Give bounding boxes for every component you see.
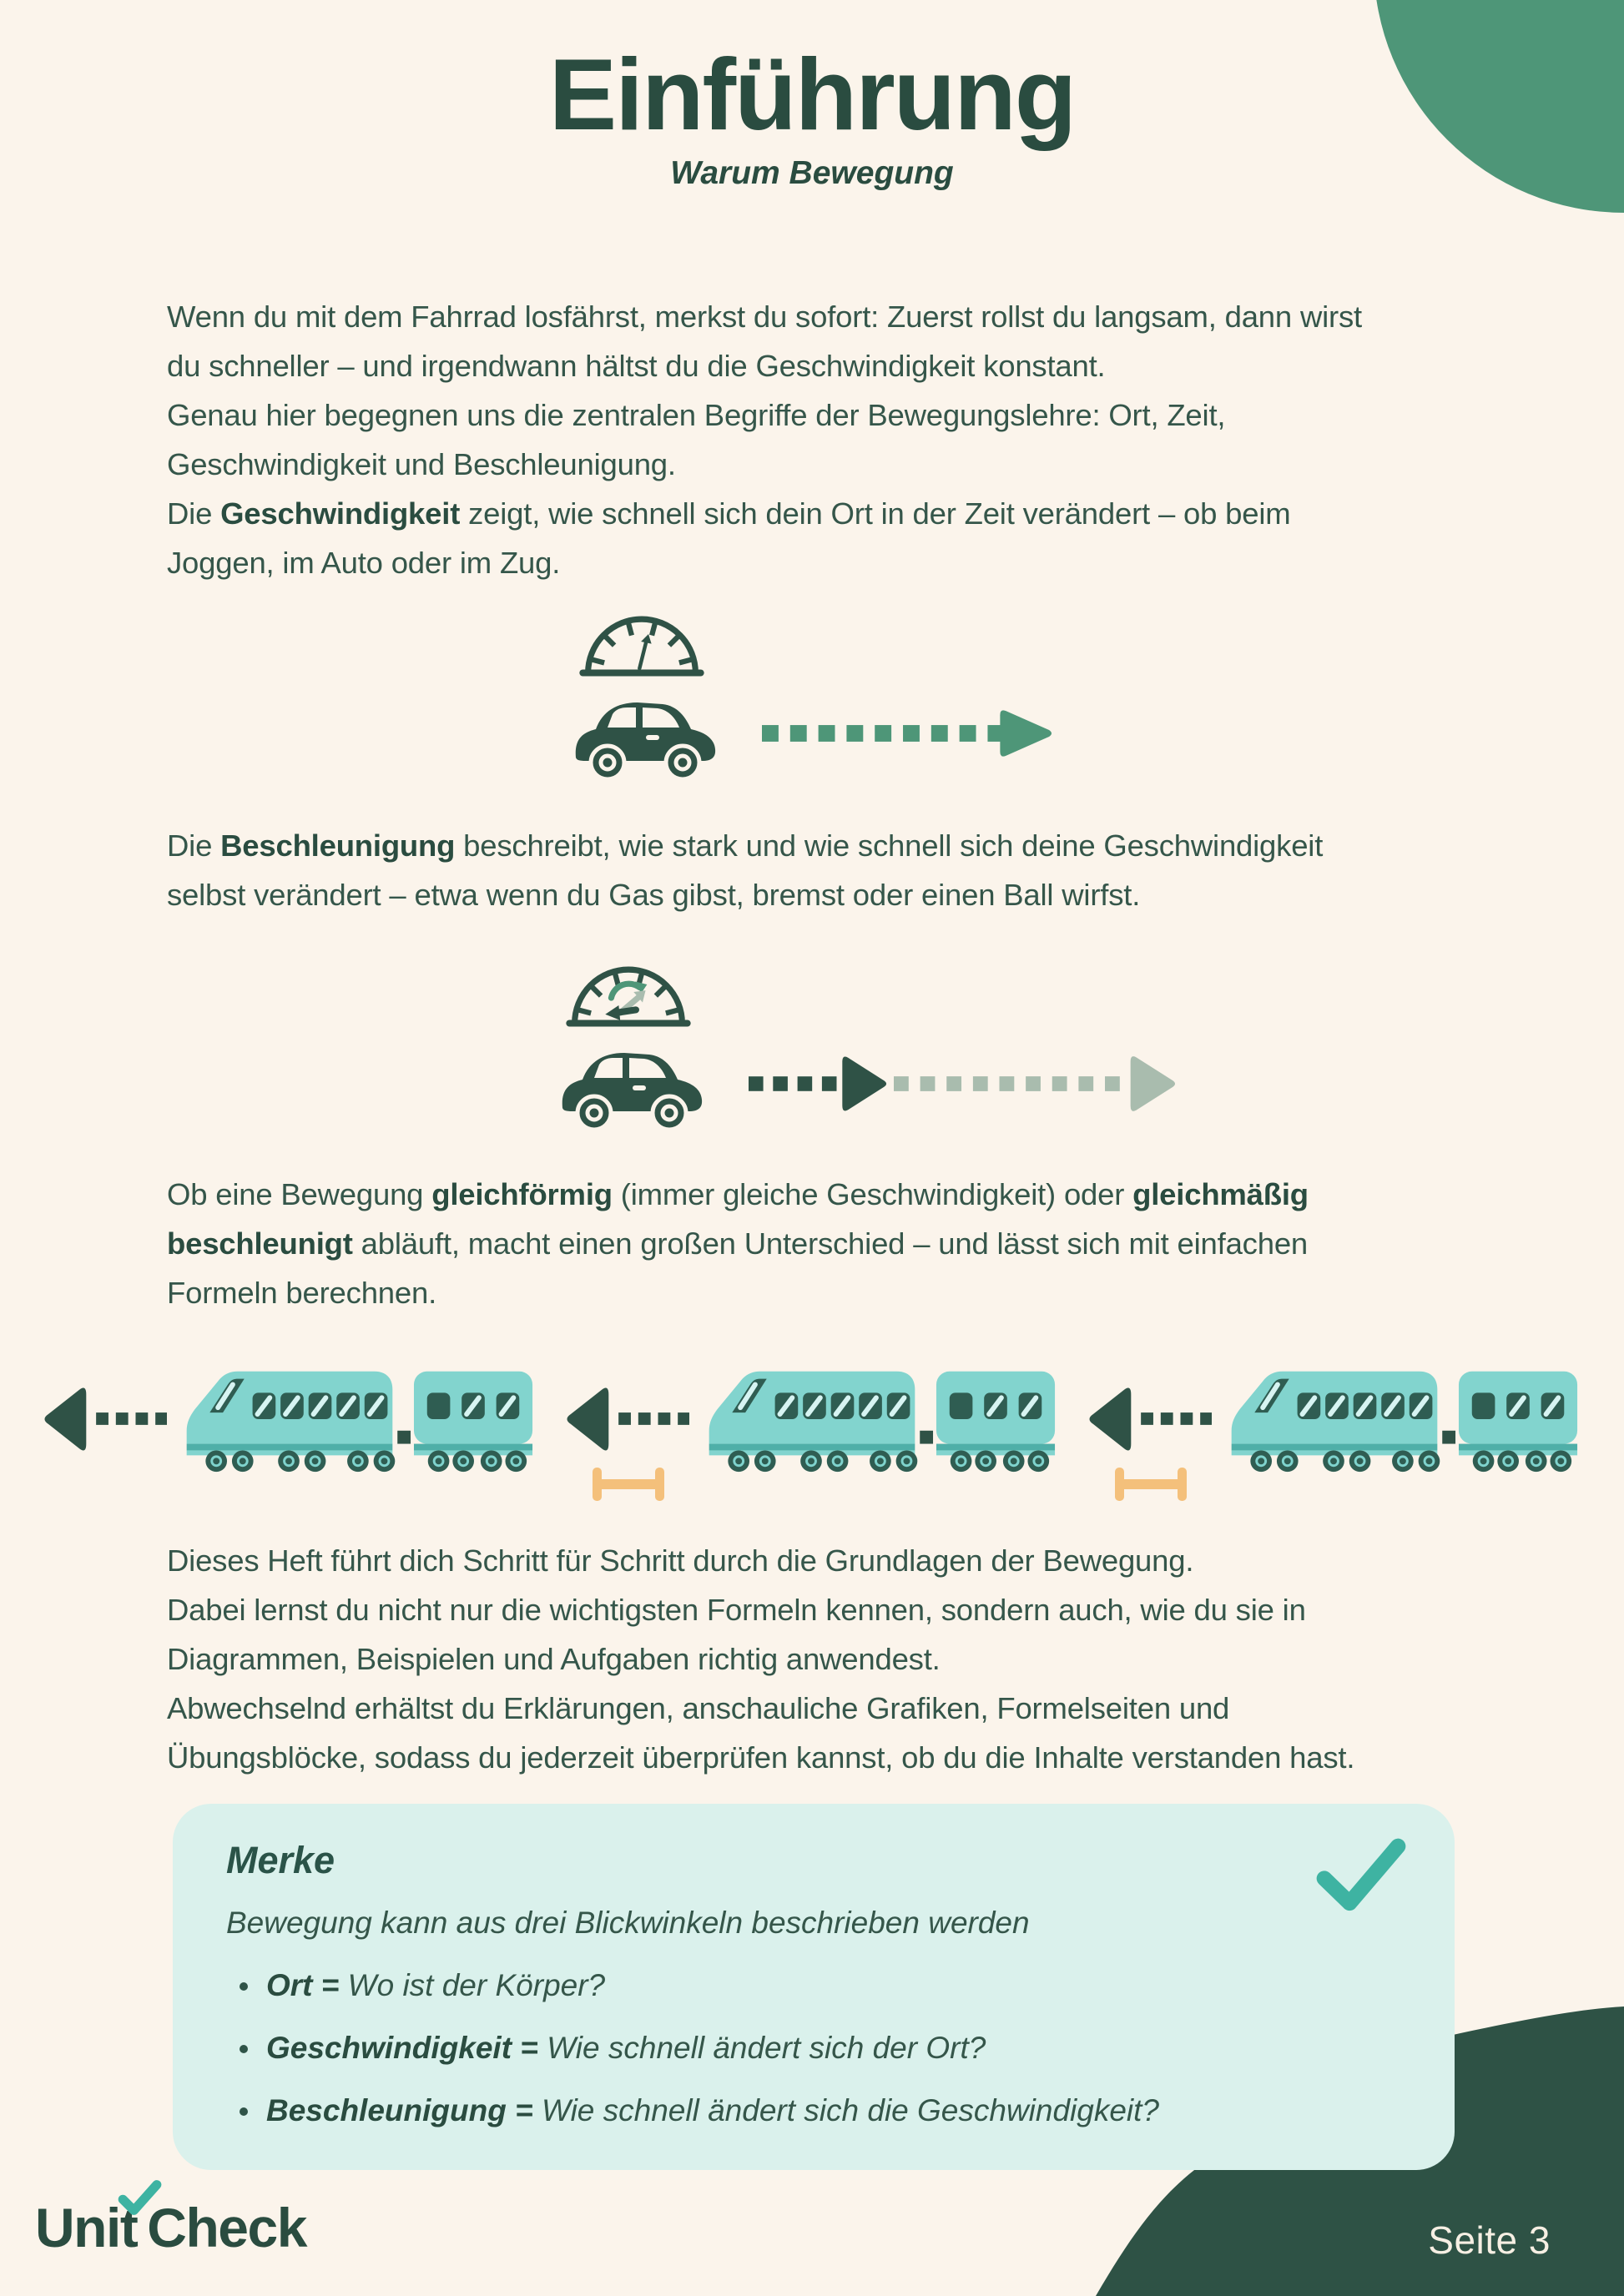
text-line: Wenn du mit dem Fahrrad losfährst, merkst du sofort: Zuerst rollst du langsam, dann wirst xyxy=(167,300,1362,334)
intro-paragraph-1 xyxy=(167,292,1624,587)
car-icon xyxy=(551,1035,705,1133)
train-group-1 xyxy=(43,1361,536,1478)
acceleration-illustration xyxy=(551,939,1178,1133)
merke-intro: Bewegung kann aus drei Blickwinkeln beschrieben werden xyxy=(226,1906,1030,1940)
text-line: Abwechselnd erhältst du Erklärungen, anschauliche Grafiken, Formelseiten und xyxy=(167,1691,1230,1725)
merke-title: Merke xyxy=(226,1839,335,1881)
intro-paragraph-3 xyxy=(167,1170,1624,1317)
text-line: Dabei lernst du nicht nur die wichtigsten Formeln kennen, sondern auch, wie du sie in xyxy=(167,1593,1306,1627)
page-header xyxy=(0,0,1624,194)
speedometer-icon xyxy=(578,589,705,679)
logo-part-unit: Unit xyxy=(35,2197,138,2258)
merke-list xyxy=(226,1968,1401,2128)
merke-box xyxy=(173,1804,1455,2170)
page-title: Einführung xyxy=(548,38,1076,151)
intro-paragraph-2 xyxy=(167,821,1624,919)
merke-item: Ort = Wo ist der Körper? xyxy=(226,1968,1401,2003)
merke-item: Beschleunigung = Wie schnell ändert sich die Geschwindigkeit? xyxy=(226,2093,1401,2128)
page-number: Seite 3 xyxy=(1428,2218,1551,2262)
dashed-motion-arrow-icon xyxy=(762,707,1054,760)
train-group-2 xyxy=(566,1361,1058,1478)
page-content xyxy=(0,292,1624,2170)
train-illustration xyxy=(0,1361,1624,1521)
text-line: Ob eine Bewegung gleichförmig (immer gleiche Geschwindigkeit) oder gleichmäßig xyxy=(167,1177,1309,1211)
page-subtitle: Warum Bewegung xyxy=(670,155,954,191)
text-line: Formeln berechnen. xyxy=(167,1276,437,1310)
text-line: Dieses Heft führt dich Schritt für Schritt durch die Grundlagen der Bewegung. xyxy=(167,1543,1194,1578)
text-line: beschleunigt abläuft, macht einen großen Unterschied – und lässt sich mit einfachen xyxy=(167,1226,1309,1261)
car-icon xyxy=(564,684,719,783)
merke-item: Geschwindigkeit = Wie schnell ändert sich der Ort? xyxy=(226,2031,1401,2066)
checkmark-icon xyxy=(1314,1835,1408,1912)
text-line: Joggen, im Auto oder im Zug. xyxy=(167,546,561,580)
train-icon xyxy=(566,1361,1058,1473)
velocity-illustration xyxy=(564,589,1054,783)
distance-marker-icon xyxy=(1115,1468,1187,1501)
train-icon xyxy=(1088,1361,1581,1473)
text-line: Die Geschwindigkeit zeigt, wie schnell sich dein Ort in der Zeit verändert – ob beim xyxy=(167,496,1291,531)
text-line: du schneller – und irgendwann hältst du die Geschwindigkeit konstant. xyxy=(167,349,1106,383)
text-line: selbst verändert – etwa wenn du Gas gibst, bremst oder einen Ball wirfst. xyxy=(167,878,1141,912)
distance-marker-icon xyxy=(593,1468,664,1501)
text-line: Die Beschleunigung beschreibt, wie stark und wie schnell sich deine Geschwindigkeit xyxy=(167,828,1324,863)
unitcheck-logo xyxy=(35,2179,306,2259)
text-line: Genau hier begegnen uns die zentralen Begriffe der Bewegungslehre: Ort, Zeit, xyxy=(167,398,1226,432)
logo-part-check: Check xyxy=(147,2197,306,2258)
train-icon xyxy=(43,1361,536,1473)
text-line: Diagrammen, Beispielen und Aufgaben richtig anwendest. xyxy=(167,1642,941,1676)
dashed-arrow-fast-icon xyxy=(894,1054,1178,1114)
text-line: Übungsblöcke, sodass du jederzeit überprüfen kannst, ob du die Inhalte verstanden hast. xyxy=(167,1740,1355,1775)
dashed-arrow-slow-icon xyxy=(749,1054,889,1114)
intro-paragraph-4 xyxy=(167,1536,1624,1782)
text-line: Geschwindigkeit und Beschleunigung. xyxy=(167,447,676,481)
train-group-3 xyxy=(1088,1361,1581,1478)
speedometer-change-icon xyxy=(565,939,692,1030)
